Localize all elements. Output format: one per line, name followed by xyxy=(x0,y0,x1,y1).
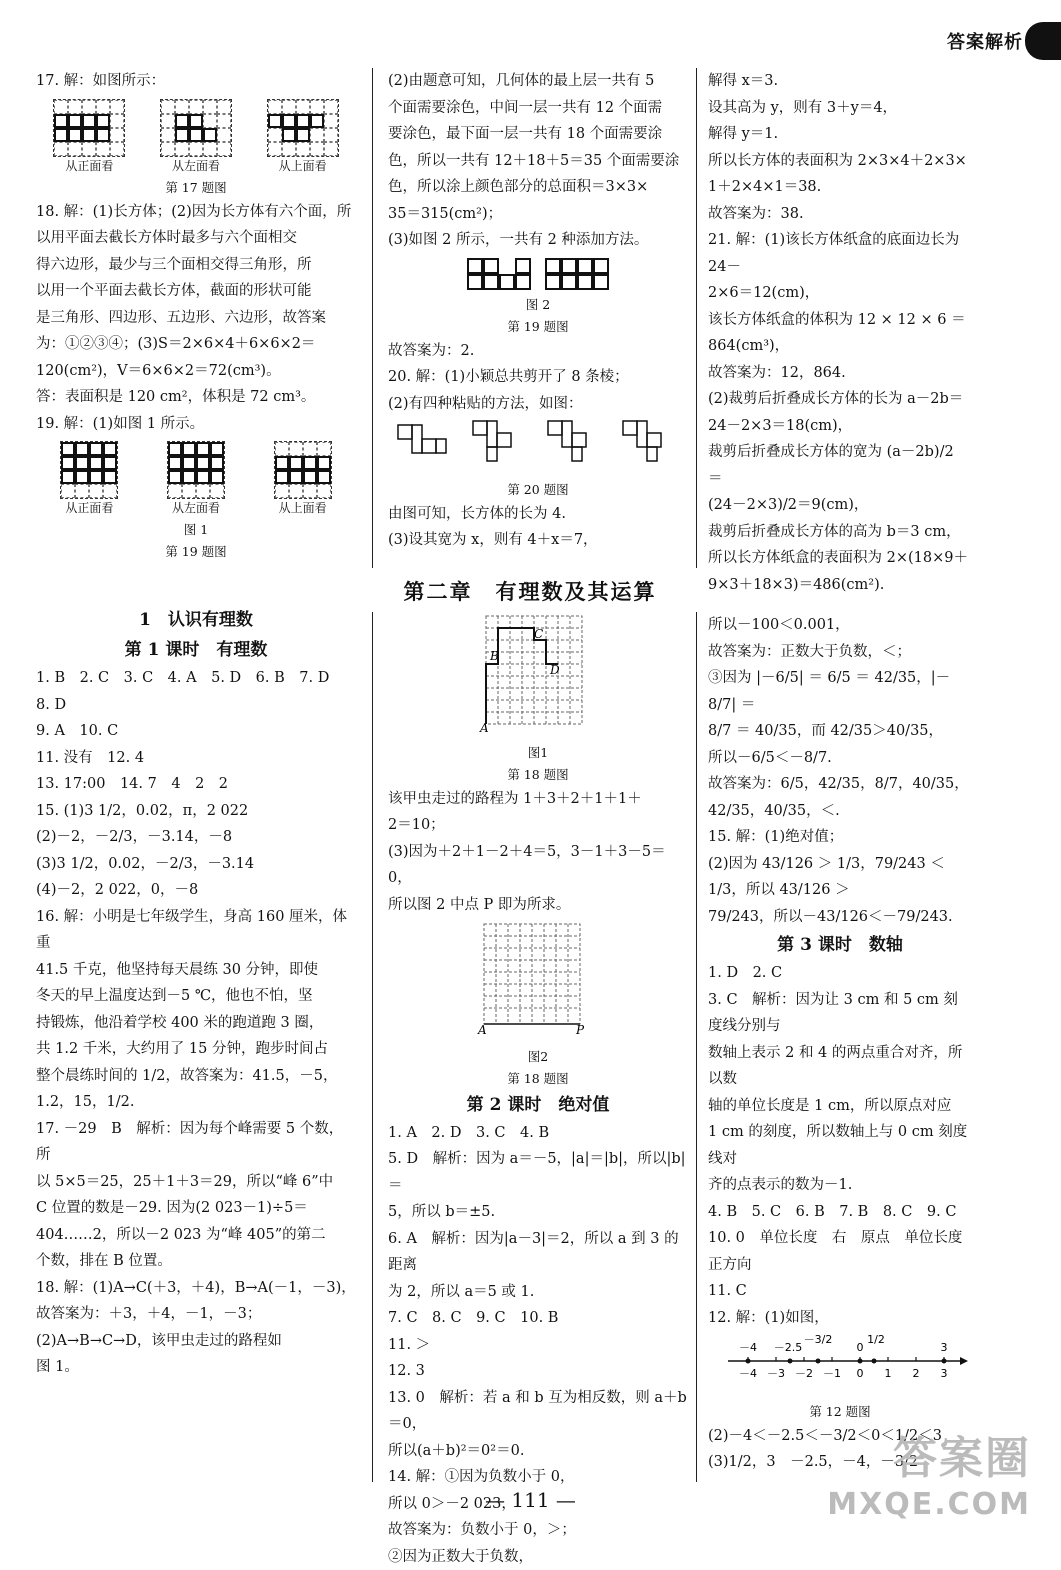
figure-caption: 第 19 题图 xyxy=(36,541,356,563)
text-line: 色，所以涂上颜色部分的总面积＝3×3× xyxy=(388,174,688,201)
answer-line: (2)－2，－2/3，－3.14，－8 xyxy=(36,824,356,851)
answer-line: (3)1/2，3 －2.5，－4，－3/2 xyxy=(708,1449,972,1476)
front-view-grid xyxy=(60,441,118,499)
left-view-grid xyxy=(160,99,232,157)
column-divider xyxy=(696,612,697,1482)
answer-line: 轴的单位长度是 1 cm，所以原点对应 xyxy=(708,1093,972,1120)
answer-line: 4. B 5. C 6. B 7. B 8. C 9. C xyxy=(708,1199,972,1226)
header-label: 答案解析 xyxy=(947,28,1023,54)
answer-line: 5，所以 b＝±5. xyxy=(388,1199,688,1226)
figure-caption: 第 12 题图 xyxy=(708,1401,972,1423)
text-line: 该甲虫走过的路程为 1＋3＋2＋1＋1＋ xyxy=(388,786,688,813)
point-label-p: P xyxy=(575,1023,585,1036)
added-shape xyxy=(467,258,531,290)
figure-label: 图 1 xyxy=(36,519,356,541)
view-label: 从左面看 xyxy=(160,157,232,175)
figure-caption: 第 18 题图 xyxy=(388,1068,688,1090)
column-3-top xyxy=(708,68,972,598)
q19-text: 19. 解：(1)如图 1 所示。 xyxy=(36,411,356,438)
answer-line: 整个晨练时间的 1/2，故答案为：41.5，－5， xyxy=(36,1063,356,1090)
point-label-c: C xyxy=(534,627,543,641)
answer-line: 7. C 8. C 9. C 10. B xyxy=(388,1305,688,1332)
lesson-title: 第 3 课时 数轴 xyxy=(708,930,972,960)
figure-caption: 第 19 题图 xyxy=(388,316,688,338)
tick-label: 0 xyxy=(857,1367,864,1380)
point-label-b: B xyxy=(489,649,499,663)
text-line: (3)设其宽为 x，则有 4＋x＝7， xyxy=(388,527,688,554)
q18-line: 以用一个平面去截长方体，截面的形状可能 xyxy=(36,278,356,305)
column-3-lower xyxy=(708,612,972,1476)
column-divider xyxy=(372,612,373,1482)
figure-caption: 第 18 题图 xyxy=(388,764,688,786)
answer-line: 1. A 2. D 3. C 4. B xyxy=(388,1120,688,1147)
answer-line: 1.2，15，1/2. xyxy=(36,1089,356,1116)
text-line: (3)如图 2 所示，一共有 2 种添加方法。 xyxy=(388,227,688,254)
q18-line: 以用平面去截长方体时最多与六个面相交 xyxy=(36,225,356,252)
q18-line: 答：表面积是 120 cm²，体积是 72 cm³。 xyxy=(36,384,356,411)
fig2-shapes xyxy=(388,258,688,290)
text-line: 该长方体纸盒的体积为 12 × 12 × 6 ＝ xyxy=(708,307,972,334)
tick-label: 3 xyxy=(941,1367,948,1380)
answer-line: 所以 0＞－2 023， xyxy=(388,1491,688,1518)
top-view-grid xyxy=(267,99,339,157)
answer-line: 3. C 解析：因为让 3 cm 和 5 cm 刻度线分别与 xyxy=(708,987,972,1040)
view-label: 从正面看 xyxy=(60,499,118,517)
text-line: 79/243，所以－43/126＜－79/243. xyxy=(708,904,972,931)
header-tab-marker xyxy=(1025,22,1061,60)
tick-label: －4 xyxy=(739,1367,757,1380)
number-line-figure xyxy=(708,1331,968,1391)
point-label: 1/2 xyxy=(867,1333,885,1346)
text-line: 由图可知，长方体的长为 4. xyxy=(388,501,688,528)
answer-line: (3)3 1/2，0.02，－2/3，－3.14 xyxy=(36,851,356,878)
answer-line: 14. 解：①因为负数小于 0， xyxy=(388,1464,688,1491)
watermark-top: 答案圈 xyxy=(827,1436,1031,1482)
column-divider xyxy=(696,68,697,568)
text-line: 21. 解：(1)该长方体纸盒的底面边长为 24－ xyxy=(708,227,972,280)
point-label: 3 xyxy=(941,1341,948,1354)
text-line: 故答案为：正数大于负数，＜； xyxy=(708,639,972,666)
answer-line: 1. D 2. C xyxy=(708,960,972,987)
text-line: 要涂色，最下面一层一共有 18 个面需要涂 xyxy=(388,121,688,148)
left-view-grid xyxy=(167,441,225,499)
point-label: 0 xyxy=(857,1341,864,1354)
answer-line: 12. 3 xyxy=(388,1358,688,1385)
q18-line: 18. 解：(1)长方体；(2)因为长方体有六个面，所 xyxy=(36,199,356,226)
text-line: 所以－100＜0.001， xyxy=(708,612,972,639)
text-line: 故答案为：6/5，42/35，8/7，40/35，42/35，40/35，＜. xyxy=(708,771,972,824)
section-title: 1 认识有理数 xyxy=(36,605,356,635)
text-line: 故答案为：2. xyxy=(388,338,688,365)
text-line: 20. 解：(1)小颖总共剪开了 8 条棱； xyxy=(388,364,688,391)
answer-line: 以 5×5＝25，25＋1＋3＝29，所以“峰 6”中 xyxy=(36,1169,356,1196)
text-line: (2)由题意可知，几何体的最上层一共有 5 xyxy=(388,68,688,95)
text-line: 解得 x＝3. xyxy=(708,68,972,95)
text-line: 所以－6/5＜－8/7. xyxy=(708,745,972,772)
answer-line: 1. B 2. C 3. C 4. A 5. D 6. B 7. D xyxy=(36,665,356,692)
q17-text: 17. 解：如图所示： xyxy=(36,68,356,95)
text-line: 所以图 2 中点 P 即为所求。 xyxy=(388,892,688,919)
lesson-title: 第 2 课时 绝对值 xyxy=(388,1090,688,1120)
text-line: 所以长方体的表面积为 2×3×4＋2×3× xyxy=(708,148,972,175)
view-label: 从上面看 xyxy=(274,499,332,517)
answer-line: (4)－2，2 022，0，－8 xyxy=(36,877,356,904)
answer-line: 15. (1)3 1/2，0.02，π，2 022 xyxy=(36,798,356,825)
text-line: 裁剪后折叠成长方体的宽为 (a－2b)/2 ＝ xyxy=(708,439,972,492)
view-label: 从左面看 xyxy=(167,499,225,517)
answer-line: 11. ＞ xyxy=(388,1332,688,1359)
answer-line: 9. A 10. C xyxy=(36,718,356,745)
answer-line: 5. D 解析：因为 a＝－5，|a|＝|b|，所以|b|＝ xyxy=(388,1146,688,1199)
answer-line: ②因为正数大于负数， xyxy=(388,1544,688,1570)
answer-line: 12. 解：(1)如图， xyxy=(708,1305,972,1332)
text-line: (24－2×3)/2＝9(cm)， xyxy=(708,492,972,519)
q18-line: 是三角形、四边形、五边形、六边形，故答案 xyxy=(36,305,356,332)
answer-line: 数轴上表示 2 和 4 的两点重合对齐，所以数 xyxy=(708,1040,972,1093)
column-divider xyxy=(372,68,373,568)
header-tab xyxy=(921,22,1061,60)
tick-label: 2 xyxy=(913,1367,920,1380)
text-line: 个面需要涂色，中间一层一共有 12 个面需 xyxy=(388,95,688,122)
text-line: 设其高为 y，则有 3＋y＝4， xyxy=(708,95,972,122)
answer-line: 共 1.2 千米，大约用了 15 分钟，跑步时间占 xyxy=(36,1036,356,1063)
q18-figure-1 xyxy=(388,612,688,732)
q17-figure xyxy=(36,99,356,175)
q20-nets-figure xyxy=(388,417,688,469)
answer-line: 6. A 解析：因为|a－3|＝2，所以 a 到 3 的距离 xyxy=(388,1226,688,1279)
answer-line: 所以(a＋b)²＝0²＝0. xyxy=(388,1438,688,1465)
text-line: 9×3＋18×3)＝486(cm²). xyxy=(708,572,972,599)
tick-label: －3 xyxy=(767,1367,785,1380)
answer-line: 16. 解：小明是七年级学生，身高 160 厘米，体重 xyxy=(36,904,356,957)
text-line: 色，所以一共有 12＋18＋5＝35 个面需要涂 xyxy=(388,148,688,175)
q18-line: 为：①②③④；(3)S＝2×6×4＋6×6×2＝ xyxy=(36,331,356,358)
answer-line: 正方向 xyxy=(708,1252,972,1279)
answer-line: 404……2，所以－2 023 为“峰 405”的第二 xyxy=(36,1222,356,1249)
text-line: 1＋2×4×1＝38. xyxy=(708,174,972,201)
lesson-title: 第 1 课时 有理数 xyxy=(36,635,356,665)
q18-line: 120(cm²)，V＝6×6×2＝72(cm³)。 xyxy=(36,358,356,385)
text-line: 裁剪后折叠成长方体的高为 b＝3 cm， xyxy=(708,519,972,546)
text-line: 故答案为：38. xyxy=(708,201,972,228)
column-2-top xyxy=(388,68,688,554)
text-line: (2)有四种粘贴的方法，如图： xyxy=(388,391,688,418)
q18-line: 得六边形，最少与三个面相交得三角形，所 xyxy=(36,252,356,279)
answer-line: 个数，排在 B 位置。 xyxy=(36,1248,356,1275)
point-label-a: A xyxy=(477,1023,487,1036)
tick-label: －1 xyxy=(823,1367,841,1380)
view-label: 从正面看 xyxy=(53,157,125,175)
answer-line: 13. 0 解析：若 a 和 b 互为相反数，则 a＋b＝0， xyxy=(388,1385,688,1438)
q18-figure-2 xyxy=(388,918,688,1036)
figure-label: 图2 xyxy=(388,1046,688,1068)
column-1-lower xyxy=(36,605,356,1381)
text-line: 35＝315(cm²)； xyxy=(388,201,688,228)
text-line: ③因为 |－6/5| ＝ 6/5 ＝ 42/35，|－8/7| ＝ xyxy=(708,665,972,718)
text-line: 2×6＝12(cm)， xyxy=(708,280,972,307)
column-1-top xyxy=(36,68,356,563)
answer-line: 故答案为：＋3，＋4，－1，－3； xyxy=(36,1301,356,1328)
view-label: 从上面看 xyxy=(267,157,339,175)
text-line: (2)因为 43/126 ＞ 1/3，79/243 ＜ 1/3，所以 43/126 ＞ xyxy=(708,851,972,904)
text-line: 8/7 ＝ 40/35，而 42/35＞40/35， xyxy=(708,718,972,745)
text-line: (3)因为＋2＋1－2＋4＝5，3－1＋3－5＝0， xyxy=(388,839,688,892)
added-shape xyxy=(545,258,609,290)
watermark-logo xyxy=(827,1436,1031,1528)
text-line: 所以长方体纸盒的表面积为 2×(18×9＋ xyxy=(708,545,972,572)
figure-caption: 第 20 题图 xyxy=(388,479,688,501)
q19-figure xyxy=(36,441,356,517)
answer-line: 8. D xyxy=(36,692,356,719)
top-view-grid xyxy=(274,441,332,499)
answer-line: (2)－4＜－2.5＜－3/2＜0＜1/2＜3 xyxy=(708,1423,972,1450)
answer-line: 17. －29 B 解析：因为每个峰需要 5 个数，所 xyxy=(36,1116,356,1169)
point-label: －3/2 xyxy=(804,1333,833,1346)
point-label: －2.5 xyxy=(774,1341,803,1354)
text-line: 解得 y＝1. xyxy=(708,121,972,148)
answer-line: C 位置的数是－29. 因为(2 023－1)÷5＝ xyxy=(36,1195,356,1222)
text-line: 864(cm³)， xyxy=(708,333,972,360)
front-view-grid xyxy=(53,99,125,157)
answer-line: 1 cm 的刻度，所以数轴上与 0 cm 刻度线对 xyxy=(708,1119,972,1172)
answer-line: 18. 解：(1)A→C(＋3，＋4)，B→A(－1，－3)， xyxy=(36,1275,356,1302)
answer-line: 11. C xyxy=(708,1278,972,1305)
figure-label: 图1 xyxy=(388,742,688,764)
point-label-a: A xyxy=(479,721,489,732)
tick-label: －2 xyxy=(795,1367,813,1380)
point-label-d: D xyxy=(549,663,560,677)
text-line: 15. 解：(1)绝对值； xyxy=(708,824,972,851)
watermark-bottom: MXQE.COM xyxy=(827,1482,1031,1528)
text-line: 2＝10； xyxy=(388,812,688,839)
answer-line: 41.5 千克，他坚持每天晨练 30 分钟，即使 xyxy=(36,957,356,984)
answer-line: 13. 17:00 14. 7 4 2 2 xyxy=(36,771,356,798)
text-line: 故答案为：12，864. xyxy=(708,360,972,387)
answer-line: 齐的点表示的数为－1. xyxy=(708,1172,972,1199)
answer-line: 11. 没有 12. 4 xyxy=(36,745,356,772)
answer-line: 为 2，所以 a＝5 或 1. xyxy=(388,1279,688,1306)
figure-label: 图 2 xyxy=(388,294,688,316)
tick-label: 1 xyxy=(885,1367,892,1380)
answer-line: 冬天的早上温度达到－5 ℃，他也不怕，坚 xyxy=(36,983,356,1010)
answer-line: 故答案为：负数小于 0，＞； xyxy=(388,1517,688,1544)
answer-line: 图 1。 xyxy=(36,1354,356,1381)
text-line: (2)裁剪后折叠成长方体的长为 a－2b＝ xyxy=(708,386,972,413)
page-number: — 111 — xyxy=(0,1488,1061,1512)
point-label: －4 xyxy=(739,1341,757,1354)
chapter-title: 第二章 有理数及其运算 xyxy=(380,576,680,606)
answer-line: 10. 0 单位长度 右 原点 单位长度 xyxy=(708,1225,972,1252)
figure-caption: 第 17 题图 xyxy=(36,177,356,199)
answer-line: 持锻炼，他沿着学校 400 米的跑道跑 3 圈， xyxy=(36,1010,356,1037)
text-line: 24－2×3＝18(cm)， xyxy=(708,413,972,440)
answer-line: (2)A→B→C→D，该甲虫走过的路程如 xyxy=(36,1328,356,1355)
column-2-lower xyxy=(388,612,688,1570)
